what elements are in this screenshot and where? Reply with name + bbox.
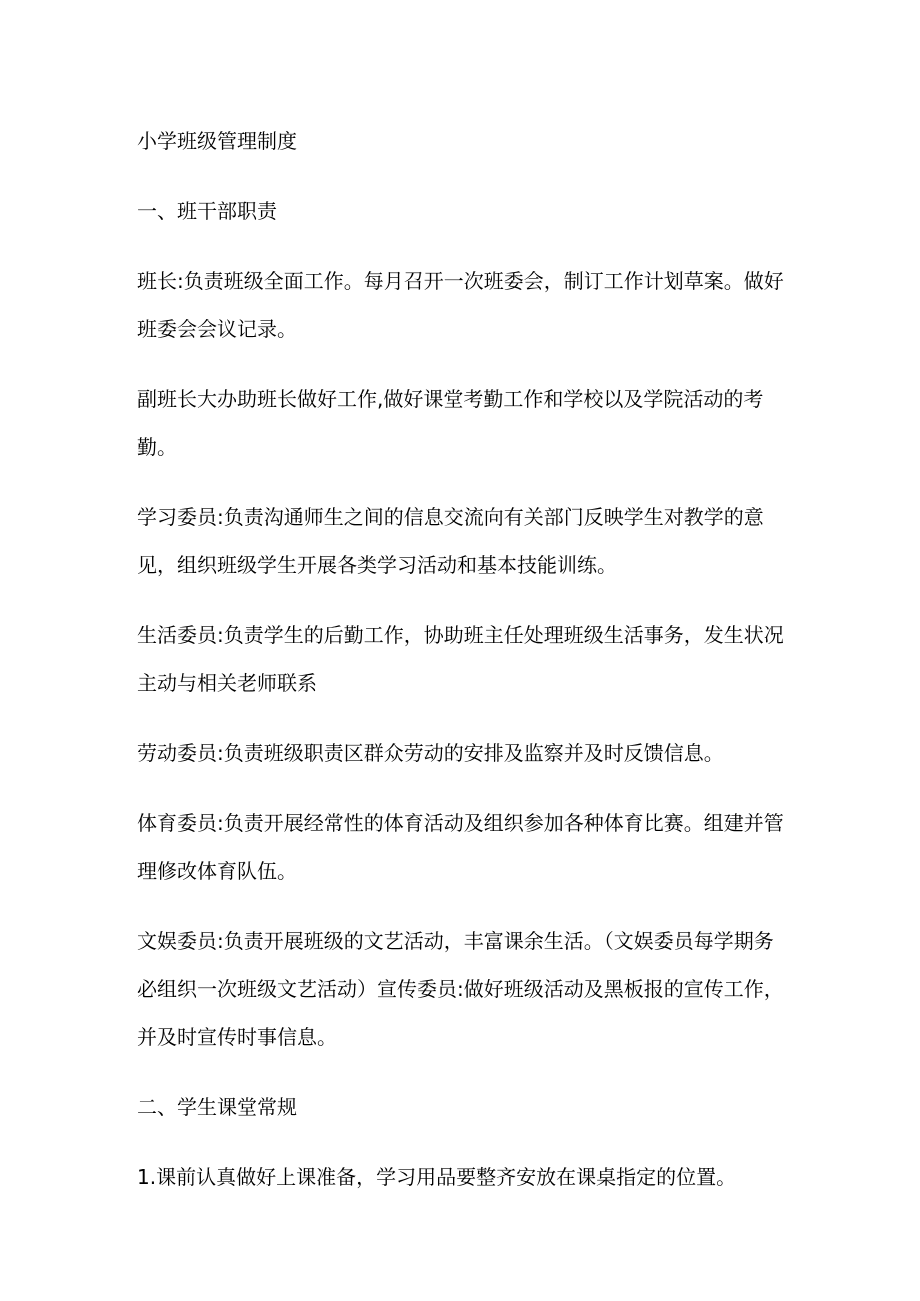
- document-content: [137, 117, 797, 1201]
- paragraph-study-committee: [137, 493, 797, 589]
- paragraph-sports-committee: [137, 799, 797, 895]
- paragraph-line: 学习委员:负责沟通师生之间的信息交流向有关部门反映学生对教学的意: [137, 505, 764, 529]
- paragraph-labor-committee: [137, 729, 797, 777]
- paragraph-arts-committee: [137, 917, 797, 1061]
- section-heading-class-officers: 一、班干部职责: [137, 199, 277, 223]
- paragraph-line: 见，组织班级学生开展各类学习活动和基本技能训练。: [137, 553, 617, 577]
- paragraph-line: 并及时宣传时事信息。: [137, 1025, 337, 1049]
- paragraph-line: 主动与相关老师联系: [137, 671, 317, 695]
- rule-item-1: 1.课前认真做好上课准备，学习用品要整齐安放在课桌指定的位置。: [137, 1165, 737, 1189]
- paragraph-line: 生活委员:负责学生的后勤工作，协助班主任处理班级生活事务，发生状况: [137, 623, 784, 647]
- section-heading-classroom-rules: 二、学生课堂常规: [137, 1095, 297, 1119]
- paragraph-line: 班长:负责班级全面工作。每月召开一次班委会，制订工作计划草案。做好: [137, 269, 784, 293]
- paragraph-line: 班委会会议记录。: [137, 317, 297, 341]
- paragraph-line: 文娱委员:负责开展班级的文艺活动，丰富课余生活。（文娱委员每学期务: [137, 929, 774, 953]
- paragraph-line: 必组织一次班级文艺活动）宣传委员:做好班级活动及黑板报的宣传工作，: [137, 977, 784, 1001]
- paragraph-monitor: [137, 257, 797, 353]
- document-title: 小学班级管理制度: [137, 129, 297, 153]
- paragraph-line: 副班长大办助班长做好工作,做好课堂考勤工作和学校以及学院活动的考: [137, 387, 764, 411]
- paragraph-life-committee: [137, 611, 797, 707]
- paragraph-line: 体育委员:负责开展经常性的体育活动及组织参加各种体育比赛。组建并管: [137, 811, 784, 835]
- paragraph-line: 勤。: [137, 435, 177, 459]
- paragraph-vice-monitor: [137, 375, 797, 471]
- paragraph-line: 理修改体育队伍。: [137, 859, 297, 883]
- paragraph-line: 劳动委员:负责班级职责区群众劳动的安排及监察并及时反馈信息。: [137, 741, 724, 765]
